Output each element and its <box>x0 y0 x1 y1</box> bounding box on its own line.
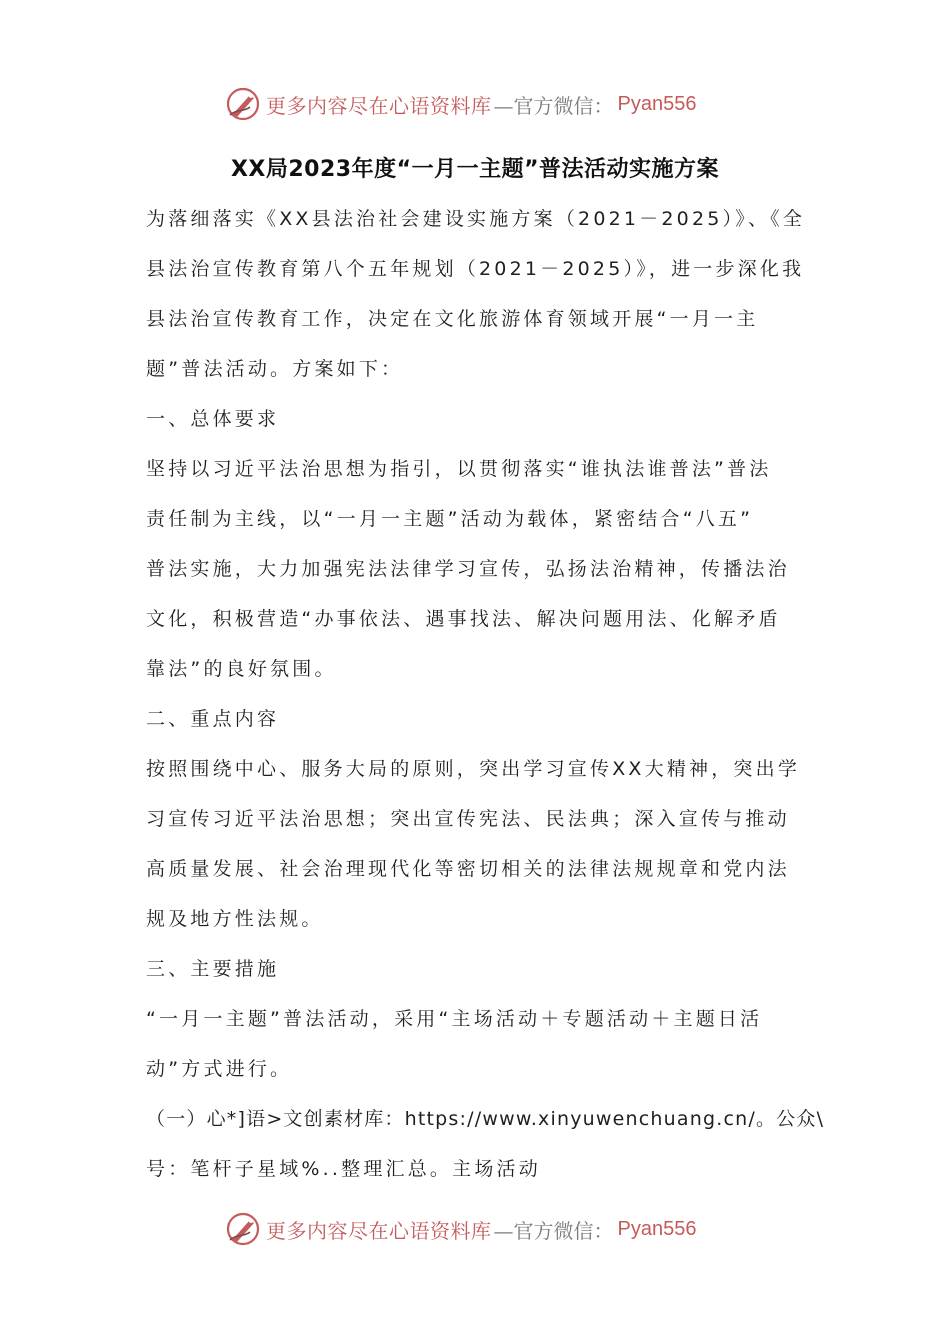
body-line: 按照围绕中心、服务大局的原则，突出学习宣传XX大精神，突出学 <box>146 758 801 780</box>
body-line: 文化，积极营造“办事依法、遇事找法、解决问题用法、化解矛盾 <box>146 608 781 630</box>
watermark-main-text: 更多内容尽在心语资料库 <box>266 93 492 118</box>
watermark-sub-text: —官方微信： <box>493 93 614 118</box>
pen-logo-icon <box>224 85 262 123</box>
body-line-with-link: （一）心*]语>文创素材库：https://www.xinyuwenchuang.cn/。公众\ <box>146 1108 825 1130</box>
document-body <box>146 200 825 1200</box>
body-line: 号：笔杆子星域%..整理汇总。主场活动 <box>146 1158 541 1180</box>
section-heading-main-measures: 三、主要措施 <box>146 958 280 980</box>
body-line: 普法实施，大力加强宪法法律学习宣传，弘扬法治精神，传播法治 <box>146 558 790 580</box>
section-heading-overall-requirements: 一、总体要求 <box>146 408 280 430</box>
watermark-banner-top <box>224 84 696 124</box>
body-line: “一月一主题”普法活动，采用“主场活动＋专题活动＋主题日活 <box>146 1008 763 1030</box>
body-line: 题”普法活动。方案如下： <box>146 358 404 380</box>
body-line: 动”方式进行。 <box>146 1058 293 1080</box>
body-line: 靠法”的良好氛围。 <box>146 658 337 680</box>
body-line: 习宣传习近平法治思想；突出宣传宪法、民法典；深入宣传与推动 <box>146 808 790 830</box>
watermark-sub-text: —官方微信： <box>493 1218 614 1243</box>
watermark-wechat-id: Pyan556 <box>617 92 697 115</box>
watermark-main-text: 更多内容尽在心语资料库 <box>266 1218 492 1243</box>
body-line: 为落细落实《XX县法治社会建设实施方案（2021－2025）》、《全 <box>146 208 806 230</box>
watermark-wechat-id: Pyan556 <box>617 1217 697 1240</box>
body-line: 责任制为主线，以“一月一主题”活动为载体，紧密结合“八五” <box>146 508 754 530</box>
body-line: 县法治宣传教育第八个五年规划（2021－2025）》，进一步深化我 <box>146 258 805 280</box>
section-heading-key-content: 二、重点内容 <box>146 708 280 730</box>
watermark-banner-bottom <box>224 1209 696 1249</box>
body-line: 县法治宣传教育工作，决定在文化旅游体育领域开展“一月一主 <box>146 308 759 330</box>
body-line: 坚持以习近平法治思想为指引，以贯彻落实“谁执法谁普法”普法 <box>146 458 772 480</box>
body-line: 高质量发展、社会治理现代化等密切相关的法律法规规章和党内法 <box>146 858 790 880</box>
document-title: XX局2023年度“一月一主题”普法活动实施方案 <box>230 157 720 182</box>
body-line: 规及地方性法规。 <box>146 908 324 930</box>
pen-logo-icon <box>224 1210 262 1248</box>
